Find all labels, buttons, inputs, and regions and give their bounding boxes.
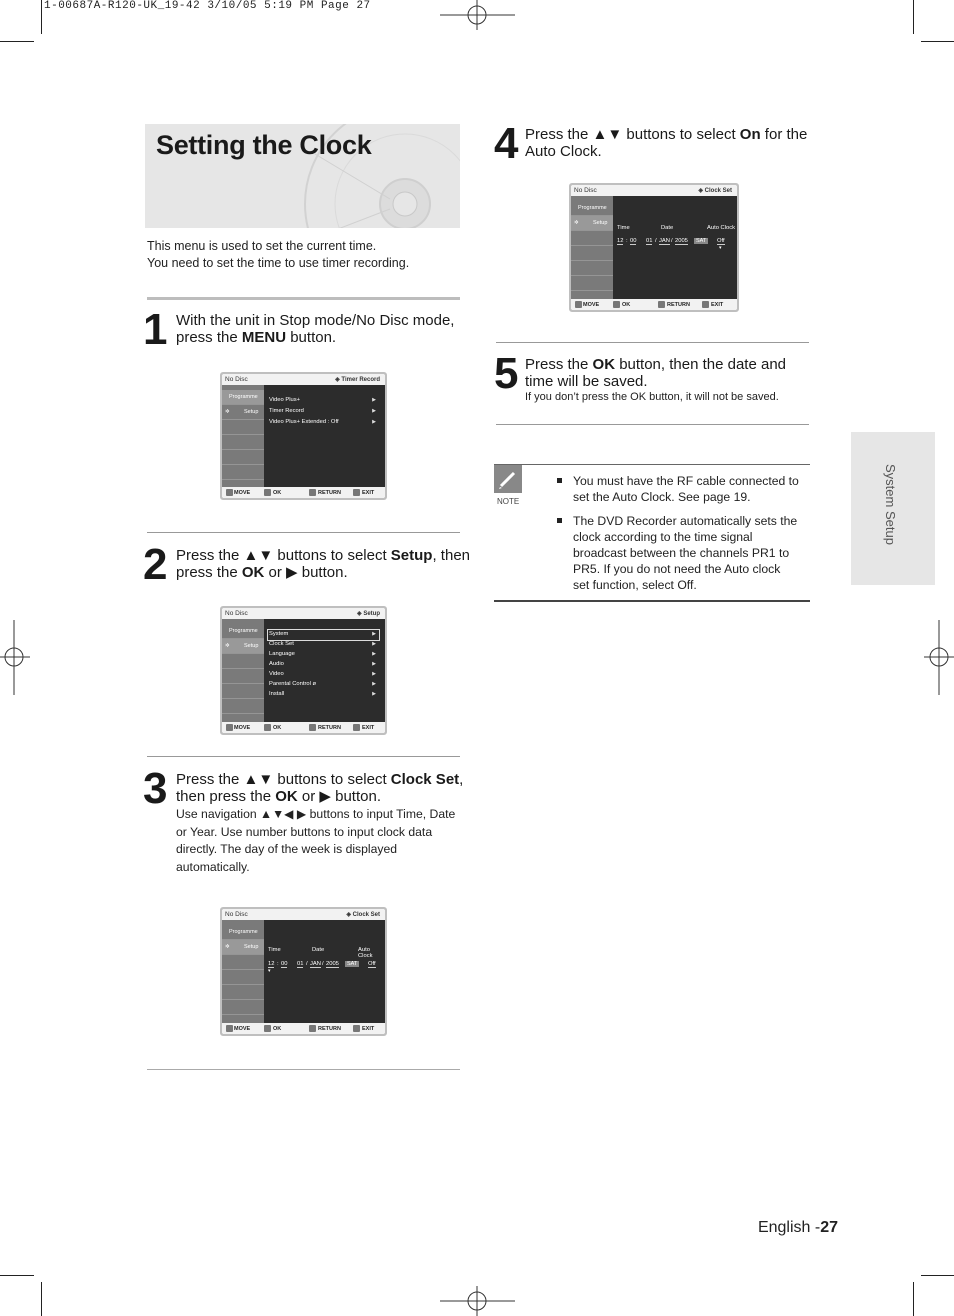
osd-screen-timer-record xyxy=(220,372,387,500)
cursor-down-icon: ▾ xyxy=(268,968,271,974)
sub-line: automatically. xyxy=(176,859,250,874)
step-line xyxy=(176,788,463,805)
osd-title: ◈ Timer Record xyxy=(335,377,380,383)
osd-side-setup xyxy=(222,639,264,654)
crop-mark xyxy=(41,1282,42,1316)
note-top-rule xyxy=(494,464,810,465)
exit-icon xyxy=(353,489,360,496)
move-icon xyxy=(226,489,233,496)
text-run: Setup xyxy=(390,547,433,564)
arrow-right-icon: ▶ xyxy=(372,661,376,667)
title-banner xyxy=(145,124,460,228)
osd-footer xyxy=(571,299,737,310)
text-run: button, then the date and xyxy=(615,356,787,373)
osd-col-label: Time xyxy=(268,947,281,953)
sub-line: Use navigation ▲▼◀ ▶ buttons to input Time, Date xyxy=(176,807,456,821)
step-5-text xyxy=(525,356,786,390)
step-number: 2 xyxy=(143,540,167,589)
osd-footer-label: MOVE xyxy=(234,725,251,731)
osd-title-text: Setup xyxy=(363,611,380,617)
divider xyxy=(147,297,460,300)
osd-footer-label: EXIT xyxy=(362,490,375,496)
registration-mark-left xyxy=(0,620,30,695)
arrow-right-icon: ▶ xyxy=(372,681,376,687)
divider xyxy=(496,424,809,425)
osd-col-label: Date xyxy=(312,947,325,953)
osd-title-text: Clock Set xyxy=(704,188,732,194)
move-icon xyxy=(226,724,233,731)
osd-sidebar xyxy=(571,196,613,299)
text-run: Clock Set xyxy=(390,771,460,788)
exit-icon xyxy=(702,301,709,308)
arrow-right-icon: ▶ xyxy=(372,641,376,647)
step-line: time will be saved. xyxy=(525,373,648,390)
return-icon xyxy=(658,301,665,308)
osd-side-blank xyxy=(222,450,264,465)
osd-col-label: Date xyxy=(661,225,674,231)
text-run: OK xyxy=(241,564,265,581)
crop-mark xyxy=(913,0,914,34)
osd-side-blank xyxy=(222,420,264,435)
step-2-text xyxy=(176,547,470,581)
osd-year-field: 2005 xyxy=(326,961,339,967)
osd-side-blank xyxy=(222,1000,264,1015)
step-line xyxy=(176,564,470,581)
note-line: You must have the RF cable connected to xyxy=(573,474,799,488)
osd-side-blank xyxy=(222,654,264,669)
step-line xyxy=(176,329,454,346)
osd-side-label: Setup xyxy=(244,944,259,950)
text-run: OK xyxy=(275,788,298,805)
osd-footer-label: MOVE xyxy=(234,490,251,496)
arrow-right-icon: ▶ xyxy=(372,419,376,425)
osd-side-label: Programme xyxy=(229,394,258,400)
gear-icon: ✲ xyxy=(574,220,579,226)
osd-weekday: SAT xyxy=(347,961,358,967)
osd-menu-item: Audio xyxy=(269,661,284,667)
osd-header xyxy=(571,185,737,196)
osd-side-setup xyxy=(571,216,613,231)
step-line xyxy=(525,126,807,143)
sub-line: or Year. Use number buttons to input clock data xyxy=(176,824,433,839)
osd-minute-field: 00 xyxy=(281,961,288,967)
page-number xyxy=(758,1219,838,1237)
text-run: Press the ▲▼ buttons to select xyxy=(525,126,740,143)
note-line: The DVD Recorder automatically sets the xyxy=(573,514,798,528)
step-line xyxy=(525,356,786,373)
osd-col-label: Time xyxy=(617,225,630,231)
note-line: clock according to the time signal xyxy=(573,530,753,544)
osd-side-label: Programme xyxy=(229,628,258,634)
osd-side-blank xyxy=(222,435,264,450)
osd-weekday: SAT xyxy=(696,238,707,244)
note-line: PR5. If you do not need the Auto clock xyxy=(573,562,781,576)
osd-title-text: Clock Set xyxy=(352,912,380,918)
step-3-subtext xyxy=(176,806,455,876)
text-run: Press the ▲▼ buttons to select xyxy=(176,547,391,564)
osd-menu-item-text: Parental Control xyxy=(269,681,311,687)
registration-mark-right xyxy=(924,620,954,695)
text-run: press the xyxy=(176,329,242,346)
return-icon xyxy=(309,489,316,496)
osd-sep: / xyxy=(671,238,673,244)
osd-sep: / xyxy=(655,238,657,244)
osd-side-label: Programme xyxy=(229,929,258,935)
sub-line: directly. The day of the week is displayed xyxy=(176,842,398,856)
osd-col-label: Auto Clock xyxy=(707,225,736,231)
osd-auto-clock-field: Off xyxy=(368,961,376,967)
osd-footer-label: RETURN xyxy=(318,1026,341,1032)
bullet-icon xyxy=(557,478,562,483)
osd-footer-label: MOVE xyxy=(234,1026,251,1032)
crop-mark xyxy=(921,41,954,42)
osd-footer xyxy=(222,487,385,498)
osd-title: ◈ Setup xyxy=(357,611,380,617)
divider xyxy=(147,1069,460,1070)
language-label: English - xyxy=(757,1219,821,1236)
osd-footer-label: RETURN xyxy=(667,302,690,308)
ok-icon xyxy=(264,1025,271,1032)
text-run: for the xyxy=(760,126,808,143)
osd-screen-setup xyxy=(220,606,387,735)
note-line: set function, select Off. xyxy=(573,578,697,592)
osd-header xyxy=(222,608,385,619)
move-icon xyxy=(226,1025,233,1032)
osd-col-label: Auto Clock xyxy=(358,947,373,959)
osd-menu-item: System xyxy=(269,631,289,637)
step-line xyxy=(176,547,470,564)
osd-side-label: Setup xyxy=(244,643,259,649)
osd-side-programme xyxy=(571,201,613,216)
text-run: or ▶ button. xyxy=(264,564,348,581)
osd-menu-item: Install xyxy=(269,691,285,697)
text-run: , then xyxy=(432,547,470,564)
osd-menu-item: Clock Set xyxy=(269,641,294,647)
intro-line: This menu is used to set the current time. xyxy=(147,239,377,253)
osd-footer-label: OK xyxy=(273,725,282,731)
cursor-down-icon: ▾ xyxy=(719,245,722,251)
osd-menu-item: Timer Record xyxy=(269,408,304,414)
print-header: 1-00687A-R120-UK_19-42 3/10/05 5:19 PM Page 27 xyxy=(44,0,371,12)
text-run: button. xyxy=(286,329,337,346)
osd-sep: / xyxy=(306,961,308,967)
step-1-text xyxy=(176,312,454,346)
osd-header xyxy=(222,374,385,385)
bullet-icon xyxy=(557,518,562,523)
intro-line: You need to set the time to use timer recording. xyxy=(147,255,410,270)
osd-side-setup xyxy=(222,940,264,955)
osd-footer-label: EXIT xyxy=(362,725,375,731)
note-line: set the Auto Clock. See page 19. xyxy=(573,490,751,504)
lock-icon: ø xyxy=(312,681,317,687)
osd-side-blank xyxy=(222,985,264,1000)
osd-side-label: Setup xyxy=(593,220,608,226)
gear-icon: ✲ xyxy=(225,643,230,649)
osd-month-field: JAN xyxy=(659,238,670,244)
page-title: Setting the Clock xyxy=(156,130,372,160)
osd-minute-field: 00 xyxy=(630,238,637,244)
move-icon xyxy=(575,301,582,308)
osd-sep: : xyxy=(626,238,628,244)
osd-hour-field: 12 xyxy=(617,238,624,244)
osd-footer xyxy=(222,722,385,733)
osd-status: No Disc xyxy=(574,187,597,194)
note-item xyxy=(573,513,797,593)
osd-side-label: Setup xyxy=(244,409,259,415)
osd-menu-item: Video xyxy=(269,671,284,677)
osd-status: No Disc xyxy=(225,376,248,383)
return-icon xyxy=(309,724,316,731)
osd-sidebar xyxy=(222,619,264,722)
text-run: Press the xyxy=(525,356,593,373)
osd-side-blank xyxy=(222,669,264,684)
osd-side-programme xyxy=(222,390,264,405)
ok-icon xyxy=(264,489,271,496)
arrow-right-icon: ▶ xyxy=(372,631,376,637)
osd-footer-label: RETURN xyxy=(318,725,341,731)
osd-side-programme xyxy=(222,624,264,639)
osd-side-programme xyxy=(222,925,264,940)
arrow-right-icon: ▶ xyxy=(372,671,376,677)
osd-side-blank xyxy=(222,955,264,970)
text-run: press the xyxy=(176,564,242,581)
crop-mark xyxy=(913,1282,914,1316)
intro-text xyxy=(147,238,409,271)
note-pencil-icon xyxy=(494,465,522,493)
step-3-text xyxy=(176,771,463,805)
return-icon xyxy=(309,1025,316,1032)
step-line: Auto Clock. xyxy=(525,143,602,160)
osd-footer-label: MOVE xyxy=(583,302,600,308)
osd-sep: / xyxy=(322,961,324,967)
osd-day-field: 01 xyxy=(646,238,653,244)
osd-sidebar xyxy=(222,385,264,487)
registration-mark-bottom xyxy=(440,1286,515,1316)
osd-status: No Disc xyxy=(225,911,248,918)
osd-side-blank xyxy=(222,684,264,699)
osd-header xyxy=(222,909,385,920)
gear-icon: ✲ xyxy=(225,944,230,950)
note-line: broadcast between the channels PR1 to xyxy=(573,546,790,560)
osd-screen-auto-clock xyxy=(569,183,739,312)
menu-button-label: MENU xyxy=(241,329,287,346)
text-run: or ▶ button. xyxy=(297,788,381,805)
osd-auto-clock-field: Off xyxy=(717,238,725,244)
osd-menu-item: Video Plus+ xyxy=(269,397,300,403)
note-item xyxy=(573,473,799,505)
osd-menu-item: Video Plus+ Extended : Off xyxy=(269,419,339,425)
crop-mark xyxy=(41,0,42,34)
divider xyxy=(496,342,809,343)
osd-menu-item: Language xyxy=(269,651,295,657)
note-label: NOTE xyxy=(497,497,520,506)
osd-footer xyxy=(222,1023,385,1034)
arrow-right-icon: ▶ xyxy=(372,651,376,657)
step-line: With the unit in Stop mode/No Disc mode, xyxy=(176,312,455,329)
divider xyxy=(147,532,460,533)
step-number: 1 xyxy=(143,305,167,354)
registration-mark-top xyxy=(440,0,515,30)
osd-side-blank xyxy=(222,465,264,480)
osd-menu-item xyxy=(269,681,316,687)
ok-icon xyxy=(264,724,271,731)
text-run: then press the xyxy=(176,788,276,805)
osd-title: ◈ Clock Set xyxy=(346,912,380,918)
osd-side-blank xyxy=(222,699,264,714)
osd-sidebar xyxy=(222,920,264,1023)
osd-side-blank xyxy=(571,276,613,291)
osd-footer-label: EXIT xyxy=(362,1026,375,1032)
step-number: 5 xyxy=(494,349,518,398)
step-5-subtext: If you don’t press the OK button, it will not be saved. xyxy=(525,391,779,403)
exit-icon xyxy=(353,1025,360,1032)
osd-hour-field: 12 xyxy=(268,961,275,967)
ok-icon xyxy=(613,301,620,308)
exit-icon xyxy=(353,724,360,731)
divider xyxy=(147,756,460,757)
page-number-value: 27 xyxy=(820,1219,838,1236)
arrow-right-icon: ▶ xyxy=(372,408,376,414)
osd-year-field: 2005 xyxy=(675,238,688,244)
osd-footer-label: RETURN xyxy=(318,490,341,496)
osd-side-blank xyxy=(571,261,613,276)
text-run: Press the ▲▼ buttons to select xyxy=(176,771,391,788)
step-line xyxy=(176,771,463,788)
osd-footer-label: EXIT xyxy=(711,302,724,308)
crop-mark xyxy=(921,1275,954,1276)
text-run: OK xyxy=(592,356,616,373)
osd-footer-label: OK xyxy=(273,1026,282,1032)
osd-status: No Disc xyxy=(225,610,248,617)
osd-title-text: Timer Record xyxy=(341,377,380,383)
step-number: 3 xyxy=(143,764,167,813)
step-number: 4 xyxy=(494,119,518,168)
step-4-text xyxy=(525,126,807,160)
osd-side-blank xyxy=(571,246,613,261)
osd-side-label: Programme xyxy=(578,205,607,211)
section-tab xyxy=(851,432,935,585)
osd-month-field: JAN xyxy=(310,961,321,967)
osd-screen-clock-set xyxy=(220,907,387,1036)
osd-side-blank xyxy=(571,231,613,246)
osd-footer-label: OK xyxy=(273,490,282,496)
crop-mark xyxy=(0,41,34,42)
gear-icon: ✲ xyxy=(225,409,230,415)
osd-side-blank xyxy=(222,970,264,985)
crop-mark xyxy=(0,1275,34,1276)
text-run: , xyxy=(459,771,464,788)
section-tab-label: System Setup xyxy=(883,464,898,545)
text-run: On xyxy=(739,126,761,143)
osd-side-setup xyxy=(222,405,264,420)
arrow-right-icon: ▶ xyxy=(372,691,376,697)
osd-day-field: 01 xyxy=(297,961,304,967)
arrow-right-icon: ▶ xyxy=(372,397,376,403)
osd-title: ◈ Clock Set xyxy=(698,188,732,194)
osd-footer-label: OK xyxy=(622,302,631,308)
osd-sep: : xyxy=(277,961,279,967)
note-bottom-rule xyxy=(494,600,810,602)
